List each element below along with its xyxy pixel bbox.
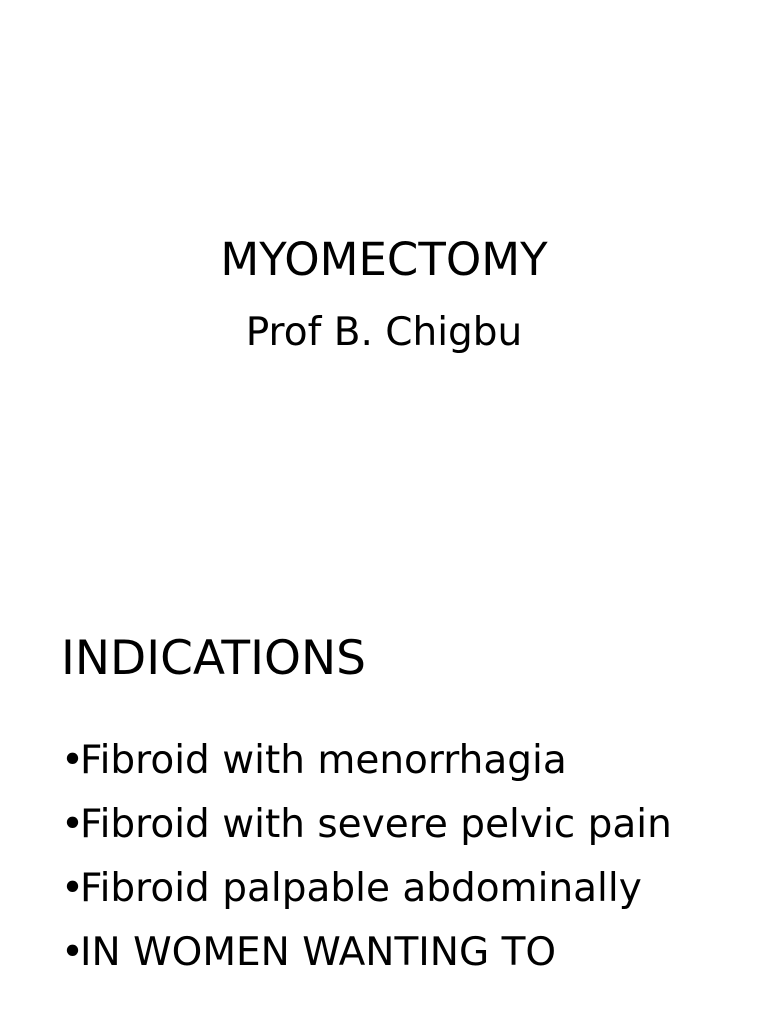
bullet-icon: •	[61, 738, 85, 783]
list-item-text: Fibroid with menorrhagia	[80, 738, 567, 783]
list-item-text: IN WOMEN WANTING TO	[80, 930, 557, 975]
list-item	[61, 861, 741, 917]
list-item	[61, 925, 741, 981]
bullet-icon: •	[61, 930, 85, 975]
list-item	[61, 733, 741, 789]
list-item-text: Fibroid palpable abdominally	[80, 866, 642, 911]
bullet-icon: •	[61, 802, 85, 847]
slide-title: MYOMECTOMY	[220, 233, 548, 286]
indications-heading: INDICATIONS	[61, 631, 366, 686]
list-item-text: Fibroid with severe pelvic pain	[80, 802, 672, 847]
indications-list	[61, 733, 741, 981]
slide-subtitle-author: Prof B. Chigbu	[245, 310, 523, 355]
bullet-icon: •	[61, 866, 85, 911]
indications-slide	[0, 576, 768, 1024]
list-item	[61, 797, 741, 853]
